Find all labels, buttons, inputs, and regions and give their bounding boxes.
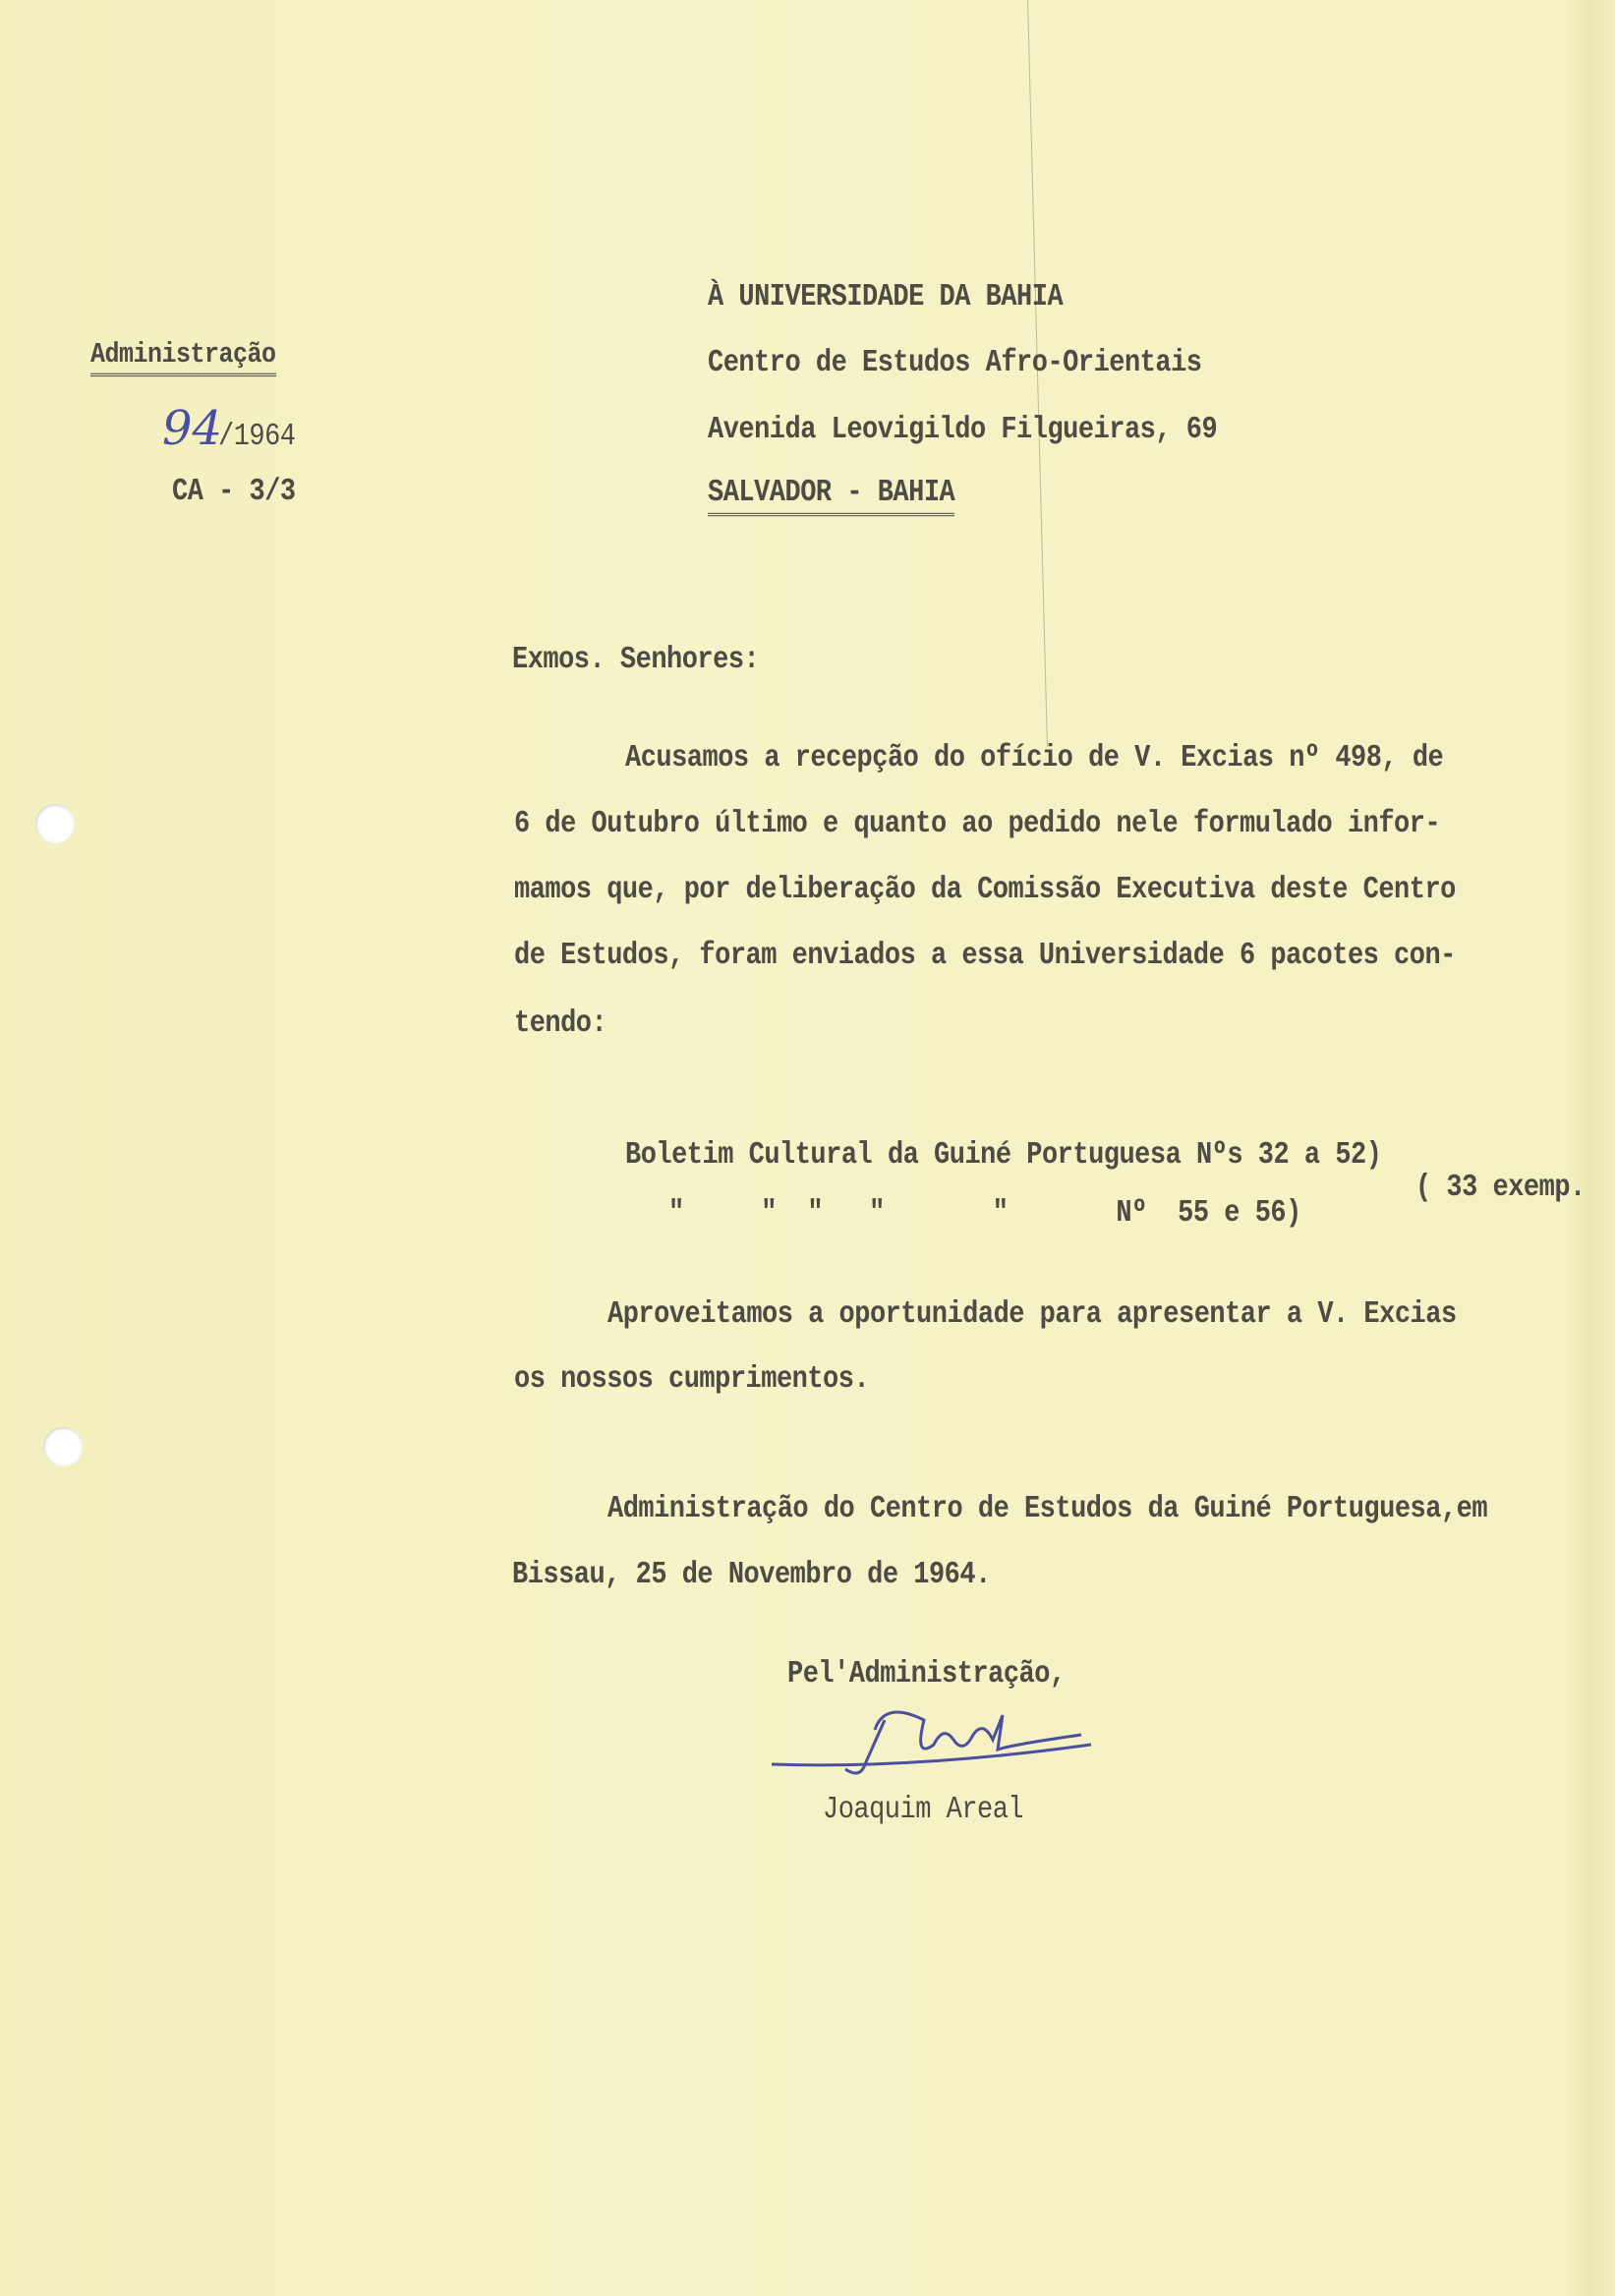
- punch-hole: [43, 1427, 83, 1466]
- addressee-line: Centro de Estudos Afro-Orientais: [708, 347, 1202, 381]
- place-date-line: Administração do Centro de Estudos da Guiné Portuguesa,em: [607, 1493, 1488, 1527]
- ref-year: /1964: [218, 421, 296, 455]
- body-line: 6 de Outubro último e quanto ao pedido nele formulado infor-: [514, 808, 1441, 842]
- file-code: CA - 3/3: [172, 476, 296, 510]
- signoff: Pel'Administração,: [787, 1658, 1066, 1693]
- signatory-name: Joaquim Areal: [823, 1794, 1024, 1828]
- closing-line: Aproveitamos a oportunidade para apresentar a V. Excias: [607, 1298, 1457, 1333]
- body-line: de Estudos, foram enviados a essa Universidade 6 pacotes con-: [514, 940, 1456, 974]
- punch-hole: [35, 804, 75, 843]
- list-item: Boletim Cultural da Guiné Portuguesa Nºs 32 a 52): [625, 1139, 1382, 1174]
- salutation: Exmos. Senhores:: [512, 644, 760, 678]
- body-line: tendo:: [514, 1007, 607, 1042]
- handwritten-ref-number: 94: [162, 401, 223, 456]
- body-line: mamos que, por deliberação da Comissão Executiva deste Centro: [514, 874, 1456, 908]
- signature-image: [767, 1691, 1101, 1784]
- place-date-line: Bissau, 25 de Novembro de 1964.: [512, 1559, 991, 1593]
- addressee-line: Avenida Leovigildo Filgueiras, 69: [708, 414, 1218, 448]
- addressee-line: À UNIVERSIDADE DA BAHIA: [708, 281, 1064, 316]
- list-item: " " " " " Nº 55 e 56): [668, 1197, 1301, 1232]
- addressee-city: SALVADOR - BAHIA: [708, 477, 954, 516]
- list-quantity: ( 33 exemp.: [1415, 1172, 1586, 1206]
- body-line: Acusamos a recepção do ofício de V. Excias nº 498, de: [625, 742, 1444, 776]
- department-label: Administração: [90, 338, 276, 376]
- closing-line: os nossos cumprimentos.: [514, 1363, 870, 1398]
